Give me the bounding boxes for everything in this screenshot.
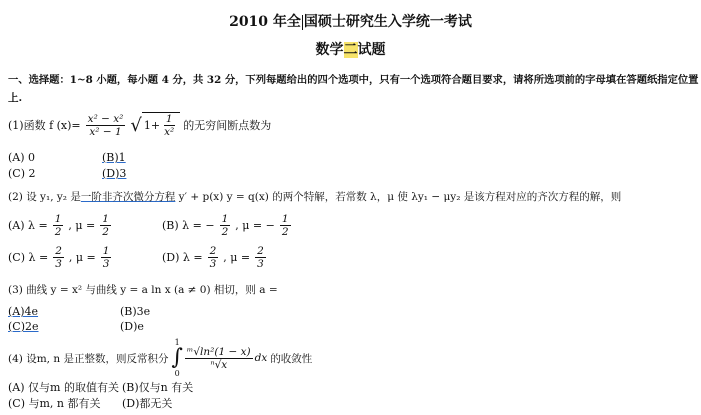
- question-1-stem: (1)函数 f (x)= $\frac{\text{x² − x²}}{\text{x² − 1}}$ √ 1+ $\frac{1}{\text{x²}}$ 的无穷间断点数为: [8, 112, 272, 138]
- q2-option-d: (D) λ = $\frac{2}{3}$ , μ = $\frac{2}{3}$: [162, 245, 264, 270]
- q1-option-a: (A) 0: [8, 151, 36, 164]
- q3-option-c: (C)2e: [8, 320, 39, 333]
- question-3-stem: (3) 曲线 y = x² 与曲线 y = a ln x (a ≠ 0) 相切，则 a =: [8, 284, 278, 296]
- fraction: $\frac{\text{x² − x²}}{\text{x² − 1}}$: [87, 112, 124, 138]
- section-heading: 一、选择题：1~8 小题，每小题 4 分，共 32 分，下列每题给出的四个选项中，只有一个选项符合题目要求，请将所选项前的字母填在答题纸指定位置: [8, 74, 699, 86]
- q4-option-b: (B)仅与n 有关: [122, 381, 194, 394]
- page-title: 2010 年全 国硕士研究生入学统一考试: [229, 14, 472, 30]
- highlighted-text: 二: [343, 42, 358, 58]
- q4-option-c: (C) 与m, n 都有关: [8, 397, 101, 410]
- section-heading-cont: 上.: [8, 92, 23, 104]
- q1-option-c: (C) 2: [8, 167, 36, 180]
- q4-option-d: (D)都无关: [122, 397, 173, 410]
- question-2-stem: (2) 设 y₁, y₂ 是一阶非齐次微分方程 y′ + p(x) y = q(x) 的两个特解，若常数 λ，μ 使 λy₁ − μy₂ 是该方程对应的齐次方程的解，则: [8, 191, 622, 203]
- q1-option-b: (B)1: [102, 151, 126, 164]
- radical-icon: √: [130, 114, 142, 136]
- question-4-stem: (4) 设m, n 是正整数，则反常积分 1 ∫ 0 $\frac{\text{ᵐ√ln²(1 − x)}}{\text{ⁿ√x}}$ dx 的收敛性: [8, 338, 313, 378]
- text-cursor: [302, 15, 303, 30]
- integral: 1 ∫ 0 $\frac{\text{ᵐ√ln²(1 − x)}}{\text{ⁿ√x}}$ dx: [171, 338, 268, 378]
- square-root: √ 1+ $\frac{1}{\text{x²}}$: [130, 112, 180, 138]
- q2-option-a: (A) λ = $\frac{1}{2}$ , μ = $\frac{1}{2}$: [8, 213, 109, 238]
- page-subtitle: 数学二试题: [315, 42, 386, 58]
- q2-option-b: (B) λ = − $\frac{1}{2}$ , μ = − $\frac{1}{2}$: [162, 213, 289, 238]
- q3-option-d: (D)e: [120, 320, 144, 333]
- q1-option-d: (D)3: [102, 167, 127, 180]
- q2-option-c: (C) λ = $\frac{2}{3}$ , μ = $\frac{1}{3}$: [8, 245, 110, 270]
- q4-option-a: (A) 仅与m 的取值有关: [8, 381, 119, 394]
- q3-option-b: (B)3e: [120, 305, 151, 318]
- q3-option-a: (A)4e: [8, 305, 39, 318]
- integral-icon: ∫: [171, 345, 183, 370]
